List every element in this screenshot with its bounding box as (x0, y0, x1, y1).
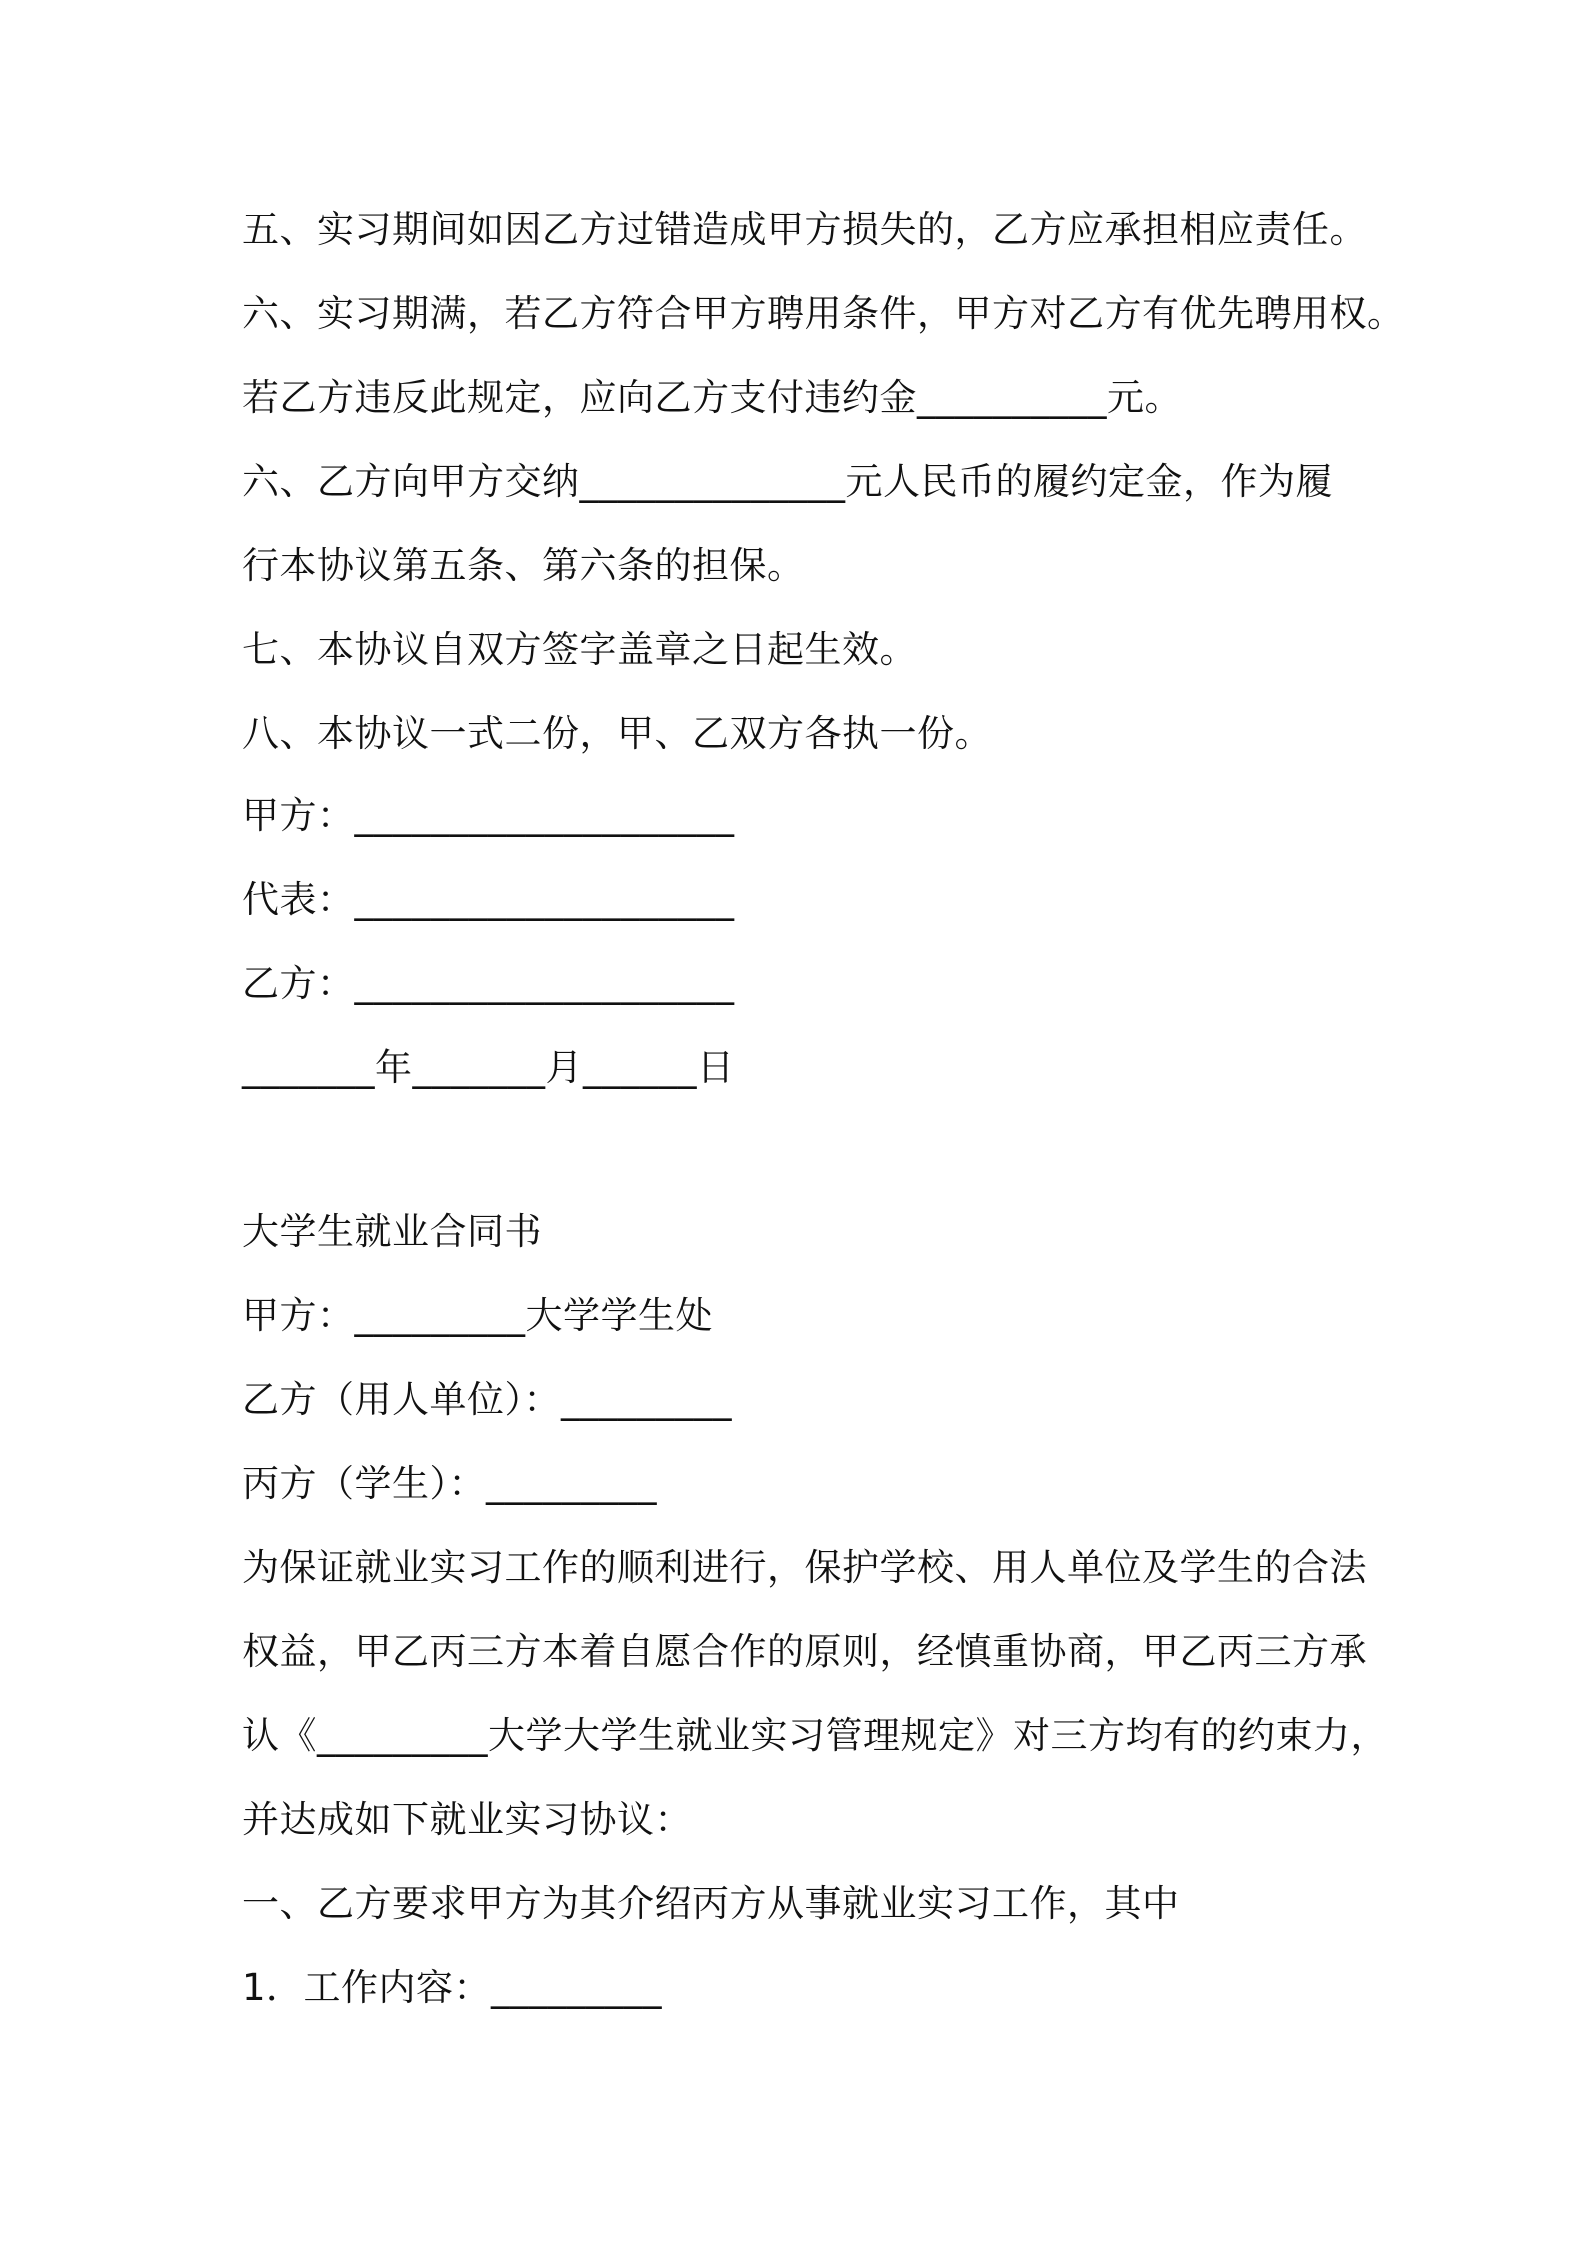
clause-6-penalty: 若乙方违反此规定，应向乙方支付违约金__________元。 (242, 376, 1182, 419)
clause-1-introduction: 一、乙方要求甲方为其介绍丙方从事就业实习工作，其中 (242, 1882, 1180, 1925)
date-line: _______年_______月______日 (242, 1046, 735, 1089)
clause-6-deposit-continued: 行本协议第五条、第六条的担保。 (242, 544, 805, 587)
preamble-line-2: 权益，甲乙丙三方本着自愿合作的原则，经慎重协商，甲乙丙三方承 (242, 1630, 1367, 1673)
clause-8-copies: 八、本协议一式二份，甲、乙双方各执一份。 (242, 712, 992, 755)
party-a-signature-line: 甲方：____________________ (242, 794, 735, 837)
preamble-line-3: 认《_________大学大学生就业实习管理规定》对三方均有的约束力， (242, 1714, 1388, 1757)
clause-6-deposit: 六、乙方向甲方交纳______________元人民币的履约定金，作为履 (242, 460, 1333, 503)
clause-1-work-content: 1．工作内容：_________ (242, 1966, 663, 2009)
preamble-line-4: 并达成如下就业实习协议： (242, 1798, 692, 1841)
party-a-line: 甲方：_________大学学生处 (242, 1294, 713, 1337)
clause-5-responsibility: 五、实习期间如因乙方过错造成甲方损失的，乙方应承担相应责任。 (242, 208, 1367, 251)
clause-7-effective: 七、本协议自双方签字盖章之日起生效。 (242, 628, 917, 671)
preamble-line-1: 为保证就业实习工作的顺利进行，保护学校、用人单位及学生的合法 (242, 1546, 1367, 1589)
contract-title: 大学生就业合同书 (242, 1210, 542, 1253)
party-b-signature-line: 乙方：____________________ (242, 962, 735, 1005)
representative-signature-line: 代表：____________________ (242, 878, 735, 921)
clause-6-priority-hiring: 六、实习期满，若乙方符合甲方聘用条件，甲方对乙方有优先聘用权。 (242, 292, 1405, 335)
party-c-student-line: 丙方（学生）：_________ (242, 1462, 657, 1505)
party-b-employer-line: 乙方（用人单位）：_________ (242, 1378, 732, 1421)
